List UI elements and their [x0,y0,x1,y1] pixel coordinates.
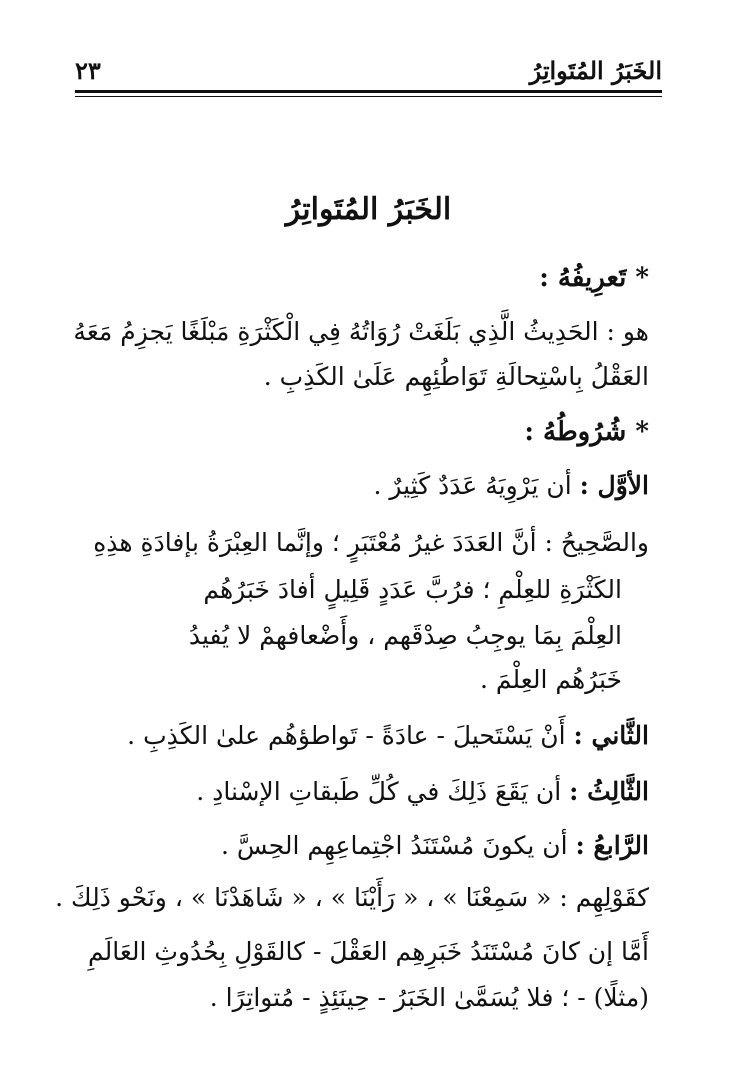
note-line: العِلْمَ بِمَا يوجِبُ صِدْقَهم ، وأَضْعافهمْ لا يُفيدُ [188,621,622,650]
condition-label: الأوَّل : [579,471,649,500]
condition-first [69,466,649,506]
definition-heading: * تَعرِيفُهُ : [539,263,649,293]
condition-text: أن يَرْوِيَهُ عَدَدٌ كَثِيرٌ . [373,471,580,500]
note-line: الكَثْرَةِ للعِلْمِ ؛ فرُبَّ عَدَدٍ قَلِيلٍ أفادَ خَبَرُهُم [203,575,622,604]
definition-line: العَقْلُ بِاسْتِحالَةِ تَوَاطُئِهِم عَلَىٰ الكَذِبِ . [263,362,649,391]
condition-label: الرَّابعُ : [575,831,649,860]
condition-label: الثَّاني : [573,721,649,750]
definition-line: هو : الحَدِيثُ الَّذِي بَلَغَتْ رُوَاتُهُ فِي الْكَثْرَةِ مَبْلَغًا يَجزِمُ مَعَهُ [73,317,649,346]
note-line: خَبَرُهُم العِلْمَ . [480,665,622,694]
condition-third [69,772,649,812]
header-rule-thin [75,96,662,97]
condition-second [69,716,649,756]
condition-text: أَنْ يَسْتَحيلَ - عادَةً - تَواطؤهُم علىٰ الكَذِبِ . [127,721,574,750]
chapter-title: الخَبَرُ المُتَواتِرُ [285,192,452,227]
conditions-heading: * شُرُوطُهُ : [524,417,649,447]
closing-line: (مثلًا) - ؛ فلا يُسَمَّىٰ الخَبَرُ - حِينَئِذٍ - مُتواتِرًا . [209,983,649,1012]
condition-text: أن يكونَ مُسْتَنَدُ اجْتِماعِهِم الحِسَّ . [220,831,576,860]
condition-fourth [69,826,649,866]
page-number: ٢٣ [75,56,101,85]
condition-text: أن يَقَعَ ذَلِكَ في كُلِّ طَبقاتِ الإسْنادِ . [196,777,570,806]
note-line: والصَّحِيحُ : أنَّ العَدَدَ غيرُ مُعْتَبَرٍ ؛ وإنَّما العِبْرَةُ بإفادَةِ هذِهِ [93,528,649,557]
closing-line: أَمَّا إن كانَ مُسْتَنَدُ خَبَرِهِم العَقْلَ - كالقَوْلِ بِحُدُوثِ العَالَمِ [87,937,649,966]
running-title: الخَبَرُ المُتَواتِرُ [529,56,662,85]
running-header [75,52,662,88]
example-line: كقَوْلِهِم : « سَمِعْنَا » ، « رَأَيْنَا » ، « شَاهَدْنَا » ، ونَحْو ذَلِكَ . [55,883,649,912]
condition-label: الثَّالِثُ : [569,777,649,806]
header-rule-thick [75,90,662,93]
